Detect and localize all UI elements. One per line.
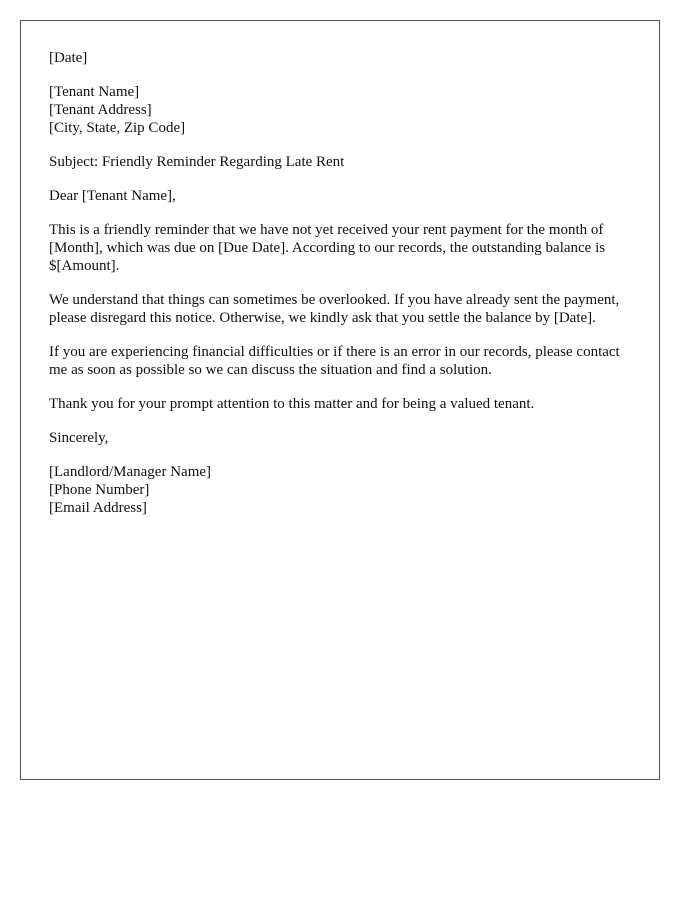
letter-closing: Sincerely,: [49, 430, 109, 446]
recipient-address: [Tenant Address]: [49, 102, 152, 118]
sender-name: [Landlord/Manager Name]: [49, 464, 212, 480]
letter-date-block: [49, 49, 639, 67]
paragraph-difficulties: If you are experiencing financial difficulties or if there is an error in our records, please contact me as soon as possible so we can discuss the situation and find a solution.: [49, 344, 620, 378]
paragraph-thank-you: Thank you for your prompt attention to this matter and for being a valued tenant.: [49, 396, 535, 412]
sender-email: [Email Address]: [49, 500, 147, 516]
letter-body: [49, 49, 639, 533]
letter-salutation: Dear [Tenant Name],: [49, 188, 176, 204]
recipient-address-block: [49, 83, 639, 137]
letter-subject: Subject: Friendly Reminder Regarding Late Rent: [49, 154, 345, 170]
paragraph-reminder: This is a friendly reminder that we have not yet received your rent payment for the month of [Month], which was due on [Due Date]. According to our records, the outstanding balance is $[Amount].: [49, 222, 606, 274]
letter-date: [Date]: [49, 50, 88, 66]
recipient-city-state-zip: [City, State, Zip Code]: [49, 120, 186, 136]
subject-block: [49, 153, 639, 171]
sender-phone: [Phone Number]: [49, 482, 150, 498]
recipient-name: [Tenant Name]: [49, 84, 140, 100]
salutation-block: [49, 187, 639, 205]
paragraph-overlooked: We understand that things can sometimes be overlooked. If you have already sent the payment, please disregard this notice. Otherwise, we kindly ask that you settle the balance by [Date].: [49, 292, 620, 326]
sender-signature-block: [49, 463, 639, 517]
closing-block: [49, 429, 639, 447]
letter-page: [20, 20, 660, 780]
